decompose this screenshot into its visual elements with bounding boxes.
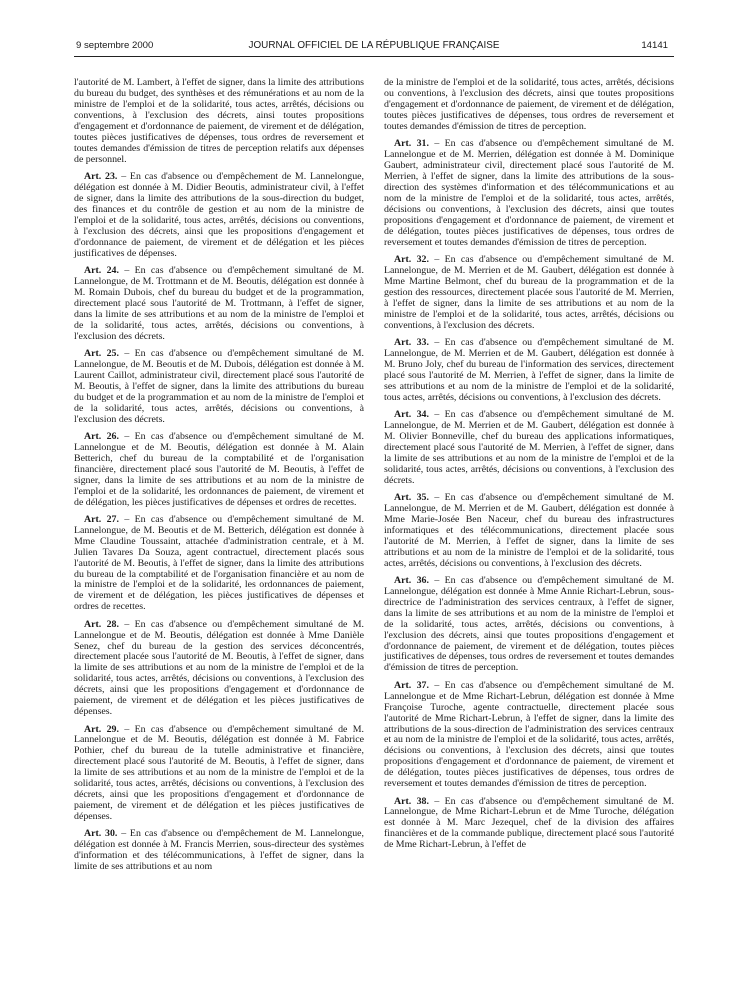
article-31 (384, 139, 674, 249)
article-label: Art. 34. (394, 408, 429, 420)
article-text: – En cas d'absence ou d'empêchement simultané de M. Lannelongue, de M. Trottmann et de M. Beoutis, délégation est donnée à M. Romain Dubois, chef du bureau du budget et de la programmation, directement placé sous l'autorité de M. Trottmann, à l'effet de signer, dans la limite de ses attributions et au nom de la ministre de l'emploi et de la solidarité, tous actes, arrêtés, décisions ou conventions, à l'exclusion des décrets. (74, 264, 364, 342)
article-label: Art. 30. (84, 828, 118, 840)
article-text: – En cas d'absence ou d'empêchement simultané de M. Lannelongue et de M. Beoutis, délégation est donnée à Mme Danièle Senez, chef du bureau de la gestion des services déconcentrés, directement placée sous l'autorité de M. Beoutis, à l'effet de signer, dans la limite de ses attributions et au nom de la ministre de l'emploi et de la solidarité, tous actes, arrêtés, décisions ou conventions, à l'exclusion des décrets, ainsi que les propositions d'engagement et d'ordonnance de paiement, de virement et de délégation et les pièces justificatives de dépenses. (74, 618, 364, 718)
article-text: – En cas d'absence ou d'empêchement simultané de M. Lannelongue, de M. Merrien et de M. Gaubert, délégation est donnée à Mme Martine Belmont, chef du bureau de la programmation et de la gestion des ressources, directement placée sous l'autorité de M. Merrien, à l'effet de signer, dans la limite de ses attributions et au nom de la ministre de l'emploi et de la solidarité, tous actes, arrêtés, décisions ou conventions, à l'exclusion des décrets. (384, 253, 674, 331)
article-label: Art. 25. (84, 347, 119, 359)
article-37 (384, 681, 674, 791)
article-35 (384, 493, 674, 570)
article-text: – En cas d'absence ou d'empêchement simultané de M. Lannelongue et de M. Beoutis, délégation est donnée à M. Alain Betterich, chef du bureau de la comptabilité et de l'organisation financière, directement placé sous l'autorité de M. Beoutis, à l'effet de signer, dans la limite de ses attributions et au nom de la ministre de l'emploi et de la solidarité, les ordonnances de paiement, de virement et de délégation, les pièces justificatives de dépenses et ordres de recettes. (74, 430, 364, 508)
article-text: – En cas d'absence ou d'empêchement simultané de M. Lannelongue, délégation est donnée à Mme Annie Richart-Lebrun, sous-directrice de l'administration des services centraux, à l'effet de signer, dans la limite de ses attributions et au nom de la ministre de l'emploi et de la solidarité, tous actes, arrêtés, décisions ou conventions, à l'exclusion des décrets, ainsi que toutes propositions d'engagement et d'ordonnance de paiement, de virement et de délégation, toutes pièces justificatives de dépenses, tous ordres de reversement et toutes demandes d'émission de titres de perception. (384, 574, 674, 674)
article-text: – En cas d'absence ou d'empêchement simultané de M. Lannelongue, de M. Merrien et de M. Gaubert, délégation est donnée à M. Bruno Joly, chef du bureau de l'information des services, directement placé sous l'autorité de M. Merrien, à l'effet de signer, dans la limite de ses attributions et au nom de la ministre de l'emploi et de la solidarité, tous actes, arrêtés, décisions ou conventions, à l'exclusion des décrets. (384, 336, 674, 403)
article-text: – En cas d'absence ou d'empêchement simultané de M. Lannelongue et de Mme Richart-Lebrun, délégation est donnée à Mme Françoise Turoche, agente contractuelle, directement placée sous l'autorité de Mme Richart-Lebrun, à l'effet de signer, dans la limite des attributions de la sous-direction de l'administration des services centraux et au nom de la ministre de l'emploi et de la solidarité, tous actes, arrêtés, décisions ou conventions, à l'exclusion des décrets, ainsi que toutes propositions d'engagement et d'ordonnance de paiement, de virement et de délégation, toutes pièces justificatives de dépenses, tous ordres de reversement et toutes demandes d'émission de titres de perception. (384, 679, 674, 790)
page-number: 14141 (641, 40, 668, 51)
article-label: Art. 36. (394, 574, 429, 586)
journal-title: JOURNAL OFFICIEL DE LA RÉPUBLIQUE FRANÇAISE (248, 40, 500, 51)
article-text: – En cas d'absence ou d'empêchement simultané de M. Lannelongue, de M. Merrien et de M. Gaubert, délégation est donnée à Mme Marie-Josée Ben Naceur, chef du bureau des infrastructures informatiques et des télécommunications, directement placée sous l'autorité de M. Merrien, à l'effet de signer, dans la limite de ses attributions et au nom de la ministre de l'emploi et de la solidarité, tous actes, arrêtés, décisions ou conventions, à l'exclusion des décrets. (384, 491, 674, 569)
article-text: – En cas d'absence ou d'empêchement simultané de M. Lannelongue, de Mme Richart-Lebrun et de Mme Turoche, délégation est donnée à M. Marc Jezequel, chef de la division des affaires financières et de la commande publique, directement placé sous l'autorité de Mme Richart-Lebrun, à l'effet de (384, 795, 674, 851)
left-column (74, 78, 364, 879)
article-label: Art. 32. (394, 253, 429, 265)
article-32 (384, 255, 674, 332)
article-text: l'autorité de M. Lambert, à l'effet de signer, dans la limite des attributions du bureau du budget, des synthèses et des rémunérations et au nom de la ministre de l'emploi et de la solidarité, tous actes, arrêtés, décisions ou conventions, à l'exclusion des décrets, ainsi toutes propositions d'engagement et d'ordonnance de paiement, de virement et de délégation, toutes pièces justificatives de dépenses, tous ordres de reversement et toutes demandes d'émission de titres de perception relatifs aux dépenses de personnel. (74, 77, 364, 165)
right-column (384, 78, 674, 858)
article-28 (74, 620, 364, 719)
article-23 (74, 172, 364, 260)
article-label: Art. 33. (394, 336, 429, 348)
article-24 (74, 266, 364, 343)
article-38 (384, 797, 674, 852)
article-text: – En cas d'absence ou d'empêchement simultané de M. Lannelongue, de M. Beoutis et de M. Dubois, délégation est donnée à M. Laurent Caillot, administrateur civil, directement placé sous l'autorité de M. Beoutis, à l'effet de signer, dans la limite des attributions du bureau du budget et de la programmation et au nom de la ministre de l'emploi et de la solidarité, tous actes, arrêtés, décisions ou conventions, à l'exclusion des décrets. (74, 347, 364, 425)
article-label: Art. 35. (394, 491, 429, 503)
article-text: – En cas d'absence ou d'empêchement simultané de M. Lannelongue, de M. Beoutis et de M. Betterich, délégation est donnée à Mme Claudine Toussaint, attachée d'administration centrale, et à M. Julien Tavares Da Souza, agent contractuel, directement placés sous l'autorité de M. Beoutis, à l'effet de signer, dans la limite des attributions du bureau de la comptabilité et de l'organisation financière et au nom de la ministre de l'emploi et de la solidarité, les ordonnances de paiement, de virement et de délégation, les pièces justificatives de dépenses et ordres de recettes. (74, 513, 364, 613)
article-text: – En cas d'absence ou d'empêchement simultané de M. Lannelongue, de M. Merrien et de M. Gaubert, délégation est donnée à M. Olivier Bonneville, chef du bureau des applications informatiques, directement placé sous l'autorité de M. Merrien, à l'effet de signer, dans la limite de ses attributions et au nom de la ministre de l'emploi et de la solidarité, tous actes, arrêtés, décisions ou conventions, à l'exclusion des décrets. (384, 408, 674, 486)
article-34 (384, 410, 674, 487)
article-text: de la ministre de l'emploi et de la solidarité, tous actes, arrêtés, décisions ou conventions, à l'exclusion des décrets, ainsi que toutes propositions d'engagement et d'ordonnance de paiement, de virement et de délégation, toutes pièces justificatives de dépenses, tous ordres de reversement et toutes demandes d'émission de titres de perception. (384, 77, 674, 132)
article-text: – En cas d'absence ou d'empêchement simultané de M. Lannelongue et de M. Beoutis, délégation est donnée à M. Fabrice Pothier, chef du bureau de la tutelle administrative et financière, directement placé sous l'autorité de M. Beoutis, à l'effet de signer, dans la limite de ses attributions et au nom de la ministre de l'emploi et de la solidarité, tous actes, arrêtés, décisions ou conventions, à l'exclusion des décrets, ainsi que les propositions d'engagement et d'ordonnance de paiement, de virement et de délégation et les pièces justificatives de dépenses. (74, 723, 364, 823)
article-27 (74, 515, 364, 614)
page-header (0, 40, 748, 54)
article-label: Art. 29. (84, 723, 119, 735)
article-29 (74, 725, 364, 824)
article-label: Art. 26. (84, 430, 119, 442)
article-label: Art. 24. (84, 264, 119, 276)
paragraph (384, 78, 674, 133)
article-label: Art. 31. (394, 138, 429, 150)
article-text: – En cas d'absence ou d'empêchement simultané de M. Lannelongue et de M. Merrien, délégation est donnée à M. Dominique Gaubert, administrateur civil, directement placé sous l'autorité de M. Merrien, à l'effet de signer, dans la limite des attributions de la sous-direction des systèmes d'information et des télécommunications et au nom de la ministre de l'emploi et de la solidarité, tous actes, arrêtés, décisions ou conventions, à l'exclusion des décrets, ainsi que toutes propositions d'engagement et d'ordonnance de paiement, de virement et de délégation, toutes pièces justificatives de dépenses, tous ordres de reversement et toutes demandes d'émission de titres de perception. (384, 138, 674, 248)
article-33 (384, 338, 674, 404)
article-26 (74, 432, 364, 509)
header-date: 9 septembre 2000 (76, 40, 154, 51)
header-rule (74, 56, 674, 57)
article-30 (74, 829, 364, 873)
article-25 (74, 349, 364, 426)
article-label: Art. 28. (84, 618, 119, 630)
article-label: Art. 27. (84, 513, 119, 525)
article-text: – En cas d'absence ou d'empêchement de M. Lannelongue, délégation est donnée à M. Francis Merrien, sous-directeur des systèmes d'information et des télécommunications, à l'effet de signer, dans la limite de ses attributions et au nom (74, 828, 364, 873)
article-label: Art. 23. (84, 170, 118, 182)
article-label: Art. 37. (394, 679, 429, 691)
article-label: Art. 38. (394, 795, 429, 807)
article-text: – En cas d'absence ou d'empêchement de M. Lannelongue, délégation est donnée à M. Didier Beoutis, administrateur civil, à l'effet de signer, dans la limite des attributions de la sous-direction du budget, des finances et du contrôle de gestion et au nom de la ministre de l'emploi et de la solidarité, tous actes, arrêtés, décisions ou conventions, à l'exclusion des décrets, ainsi que les propositions d'engagement et d'ordonnance de paiement, de virement et de délégation et les pièces justificatives de dépenses. (74, 170, 364, 259)
article-36 (384, 576, 674, 675)
paragraph (74, 78, 364, 166)
